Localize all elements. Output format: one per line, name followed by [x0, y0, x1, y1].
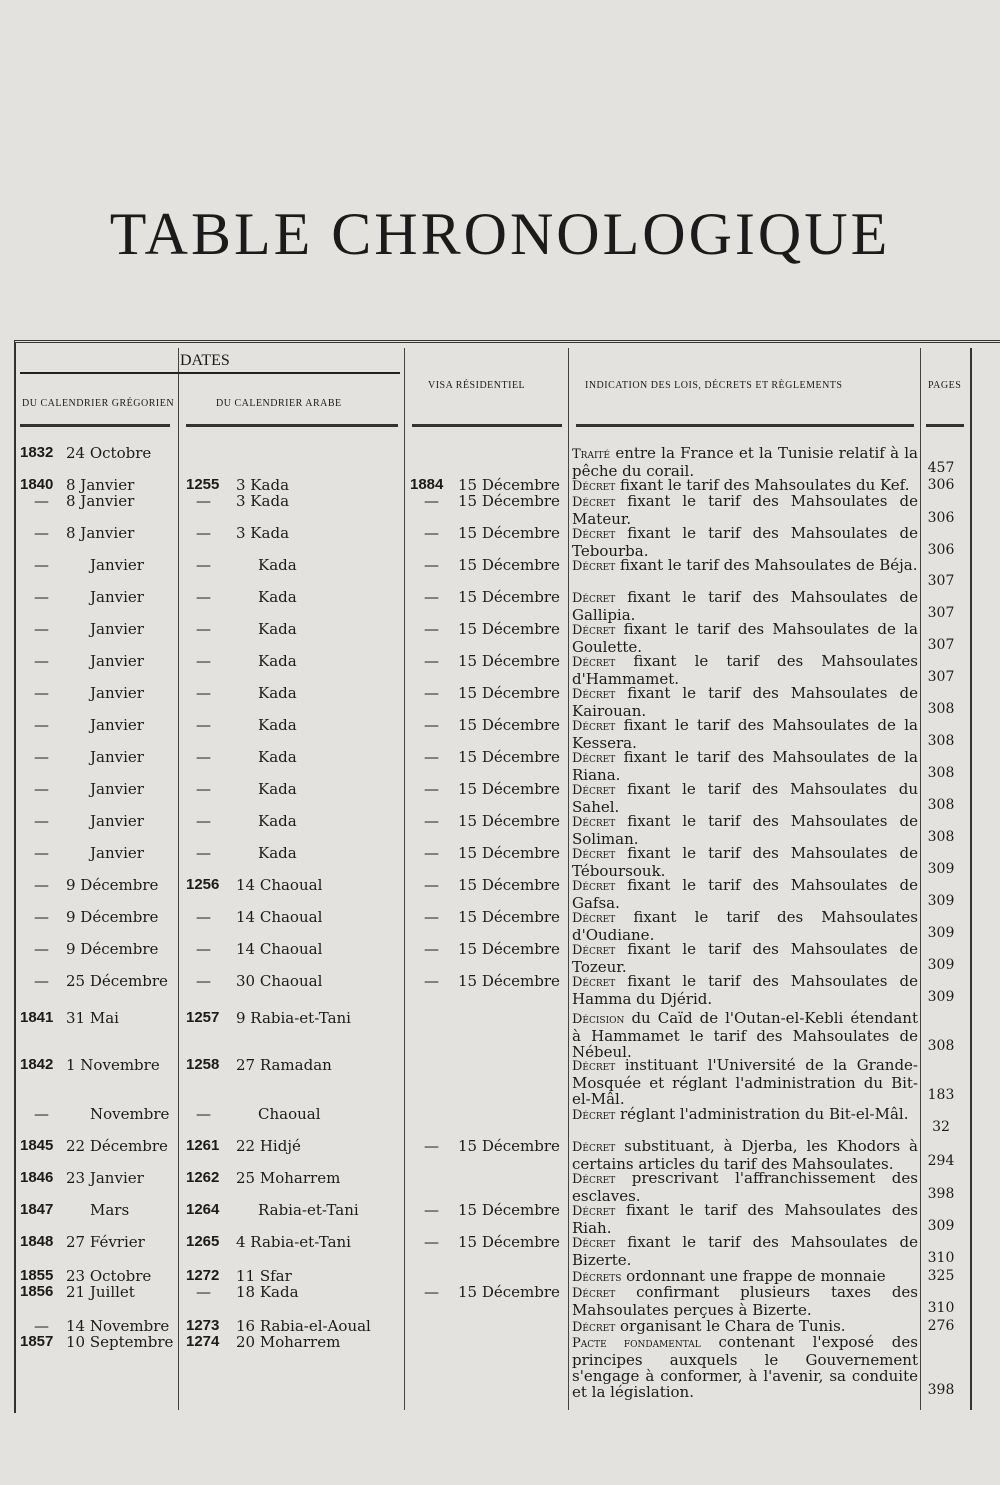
- visa-year: —: [424, 748, 439, 766]
- arabic-date: Kada: [258, 812, 297, 830]
- gregorian-year: 1847: [20, 1201, 54, 1218]
- act-text: fixant le tarif des Mahsoulates du Kef.: [615, 476, 910, 494]
- gregorian-header: DU CALENDRIER GRÉGORIEN: [22, 398, 175, 409]
- visa-header: VISA RÉSIDENTIEL: [428, 380, 526, 391]
- arabic-year: 1255: [186, 476, 220, 493]
- visa-date: 15 Décembre: [458, 476, 560, 494]
- gregorian-date: 8 Janvier: [66, 476, 135, 494]
- gregorian-date: 24 Octobre: [66, 444, 152, 462]
- gregorian-date: 25 Décembre: [66, 972, 168, 990]
- gregorian-date: Janvier: [90, 620, 144, 638]
- page-number: 398: [927, 1382, 955, 1398]
- visa-year: —: [424, 620, 439, 638]
- arabic-date: 30 Chaoual: [236, 972, 323, 990]
- act-text: fixant le tarif des Mahsoulates de Kairouan.: [572, 684, 918, 720]
- visa-year: —: [424, 588, 439, 606]
- dates-header: DATES: [180, 352, 230, 369]
- act-type: Décret: [572, 1172, 616, 1187]
- arabic-year: —: [196, 716, 211, 734]
- act-text: fixant le tarif des Mahsoulates de Hamma du Djérid.: [572, 972, 918, 1008]
- gregorian-year: —: [34, 780, 49, 798]
- act-text: fixant le tarif des Mahsoulates de Gafsa.: [572, 876, 918, 912]
- visa-date: 15 Décembre: [458, 1233, 560, 1251]
- gregorian-date: 8 Janvier: [66, 524, 135, 542]
- arabic-year: —: [196, 524, 211, 542]
- arabic-year: 1264: [186, 1201, 220, 1218]
- page-number: 307: [927, 605, 955, 621]
- gregorian-date: 8 Janvier: [66, 492, 135, 510]
- page-number: 310: [927, 1250, 955, 1266]
- column-divider: [404, 348, 405, 1410]
- arabic-year: —: [196, 652, 211, 670]
- act-description: [572, 813, 918, 847]
- gregorian-date: 27 Février: [66, 1233, 145, 1251]
- page-number: 276: [927, 1318, 955, 1334]
- act-type: Décret: [572, 1059, 616, 1074]
- act-type: Décret: [572, 719, 616, 734]
- visa-year: —: [424, 556, 439, 574]
- gregorian-year: 1846: [20, 1169, 54, 1186]
- page-number: 307: [927, 669, 955, 685]
- gregorian-year: —: [34, 524, 49, 542]
- visa-year: —: [424, 908, 439, 926]
- visa-date: 15 Décembre: [458, 1201, 560, 1219]
- arabic-date: Kada: [258, 588, 297, 606]
- act-description: [572, 1284, 918, 1318]
- page-number: 308: [927, 765, 955, 781]
- act-description: [572, 621, 918, 655]
- arabic-year: —: [196, 492, 211, 510]
- act-text: du Caïd de l'Outan-el-Kebli étendant à Hammamet le tarif des Mahsoulates de Nébeul.: [572, 1009, 918, 1061]
- act-type: Décret: [572, 1236, 616, 1251]
- gregorian-year: —: [34, 492, 49, 510]
- arabic-date: 4 Rabia-et-Tani: [236, 1233, 351, 1251]
- visa-year: —: [424, 524, 439, 542]
- act-type: Décret: [572, 911, 616, 926]
- arabic-year: 1265: [186, 1233, 220, 1250]
- act-text: réglant l'administration du Bit-el-Mâl.: [615, 1105, 909, 1123]
- act-description: [572, 781, 918, 815]
- arabic-year: —: [196, 684, 211, 702]
- gregorian-date: Janvier: [90, 588, 144, 606]
- visa-date: 15 Décembre: [458, 620, 560, 638]
- act-description: [572, 1334, 918, 1400]
- arabic-date: Kada: [258, 652, 297, 670]
- gregorian-year: 1856: [20, 1283, 54, 1300]
- act-type: Décret: [572, 655, 616, 670]
- arabic-date: Kada: [258, 716, 297, 734]
- act-type: Décision: [572, 1012, 625, 1027]
- act-description: [572, 493, 918, 527]
- page-number: 32: [932, 1119, 950, 1135]
- visa-year: —: [424, 844, 439, 862]
- gregorian-year: —: [34, 620, 49, 638]
- act-text: fixant le tarif des Mahsoulates de Béja.: [615, 556, 918, 574]
- visa-year: —: [424, 1137, 439, 1155]
- gregorian-year: —: [34, 940, 49, 958]
- act-text: confirmant plusieurs taxes des Mahsoulates perçues à Bizerte.: [572, 1283, 918, 1319]
- arabic-date: Chaoual: [258, 1105, 321, 1123]
- gregorian-year: —: [34, 876, 49, 894]
- visa-year: 1884: [410, 476, 444, 493]
- arabic-date: 14 Chaoual: [236, 908, 323, 926]
- gregorian-year: —: [34, 588, 49, 606]
- visa-date: 15 Décembre: [458, 588, 560, 606]
- act-text: fixant le tarif des Mahsoulates de Gallipia.: [572, 588, 918, 624]
- act-text: fixant le tarif des Mahsoulates de la Riana.: [572, 748, 918, 784]
- arabic-date: Kada: [258, 748, 297, 766]
- visa-date: 15 Décembre: [458, 748, 560, 766]
- visa-year: —: [424, 1283, 439, 1301]
- gregorian-date: Janvier: [90, 652, 144, 670]
- page-number: 309: [927, 1218, 955, 1234]
- act-description: [572, 909, 918, 943]
- act-description: [572, 525, 918, 559]
- arabic-year: —: [196, 844, 211, 862]
- act-text: fixant le tarif des Mahsoulates de Tozeur.: [572, 940, 918, 976]
- arabic-year: —: [196, 1105, 211, 1123]
- arabic-year: —: [196, 940, 211, 958]
- visa-date: 15 Décembre: [458, 972, 560, 990]
- act-type: Décret: [572, 495, 616, 510]
- act-text: fixant le tarif des Mahsoulates d'Oudiane.: [572, 908, 918, 944]
- arabic-header: DU CALENDRIER ARABE: [216, 398, 342, 409]
- pages-header: PAGES: [928, 380, 962, 391]
- gregorian-year: —: [34, 652, 49, 670]
- act-text: fixant le tarif des Mahsoulates de Soliman.: [572, 812, 918, 848]
- act-text: fixant le tarif des Mahsoulates de la Kessera.: [572, 716, 918, 752]
- page-number: 308: [927, 1038, 955, 1054]
- column-divider: [178, 348, 179, 1410]
- act-description: [572, 877, 918, 911]
- arabic-year: —: [196, 588, 211, 606]
- visa-year: —: [424, 684, 439, 702]
- visa-year: —: [424, 1233, 439, 1251]
- gregorian-year: —: [34, 684, 49, 702]
- visa-year: —: [424, 716, 439, 734]
- gregorian-date: Janvier: [90, 684, 144, 702]
- act-text: entre la France et la Tunisie relatif à la pêche du corail.: [572, 444, 918, 480]
- header-rule: [186, 424, 398, 427]
- gregorian-year: 1840: [20, 476, 54, 493]
- gregorian-date: Janvier: [90, 780, 144, 798]
- header-rule: [412, 424, 562, 427]
- gregorian-date: Janvier: [90, 748, 144, 766]
- visa-date: 15 Décembre: [458, 524, 560, 542]
- arabic-date: 14 Chaoual: [236, 876, 323, 894]
- act-type: Décret: [572, 591, 616, 606]
- gregorian-date: Janvier: [90, 716, 144, 734]
- arabic-date: 20 Moharrem: [236, 1333, 341, 1351]
- page-number: 294: [927, 1153, 955, 1169]
- act-text: fixant le tarif des Mahsoulates du Sahel.: [572, 780, 918, 816]
- visa-year: —: [424, 812, 439, 830]
- act-type: Décret: [572, 1286, 616, 1301]
- arabic-year: 1262: [186, 1169, 220, 1186]
- column-divider: [568, 348, 569, 1410]
- page-number: 309: [927, 989, 955, 1005]
- act-type: Décret: [572, 815, 616, 830]
- act-text: fixant le tarif des Mahsoulates d'Hammamet.: [572, 652, 918, 688]
- act-text: ordonnant une frappe de monnaie: [621, 1267, 886, 1285]
- gregorian-year: 1832: [20, 444, 54, 461]
- page-number: 310: [927, 1300, 955, 1316]
- act-type: Décret: [572, 879, 616, 894]
- gregorian-year: 1855: [20, 1267, 54, 1284]
- gregorian-year: —: [34, 748, 49, 766]
- act-type: Décret: [572, 1108, 616, 1123]
- gregorian-date: Janvier: [90, 844, 144, 862]
- gregorian-year: 1841: [20, 1009, 54, 1026]
- act-description: [572, 1057, 918, 1107]
- gregorian-year: —: [34, 1317, 49, 1335]
- page-number: 307: [927, 637, 955, 653]
- arabic-date: Kada: [258, 556, 297, 574]
- gregorian-date: 9 Décembre: [66, 908, 159, 926]
- act-description: [572, 941, 918, 975]
- header-rule: [926, 424, 964, 427]
- act-type: Décret: [572, 1140, 616, 1155]
- gregorian-date: Janvier: [90, 556, 144, 574]
- visa-date: 15 Décembre: [458, 652, 560, 670]
- arabic-date: Kada: [258, 844, 297, 862]
- visa-date: 15 Décembre: [458, 684, 560, 702]
- visa-date: 15 Décembre: [458, 876, 560, 894]
- page-number: 306: [927, 477, 955, 493]
- arabic-date: Rabia-et-Tani: [258, 1201, 359, 1219]
- act-text: fixant le tarif des Mahsoulates de Téboursouk.: [572, 844, 918, 880]
- act-description: [572, 1170, 918, 1204]
- arabic-year: —: [196, 780, 211, 798]
- gregorian-date: 23 Janvier: [66, 1169, 144, 1187]
- act-text: organisant le Chara de Tunis.: [615, 1317, 846, 1335]
- gregorian-date: 1 Novembre: [66, 1056, 160, 1074]
- act-type: Décret: [572, 1320, 616, 1335]
- page-number: 308: [927, 829, 955, 845]
- arabic-date: 3 Kada: [236, 476, 290, 494]
- arabic-year: —: [196, 748, 211, 766]
- page-number: 307: [927, 573, 955, 589]
- page-number: 309: [927, 925, 955, 941]
- gregorian-year: —: [34, 716, 49, 734]
- page-number: 308: [927, 701, 955, 717]
- visa-date: 15 Décembre: [458, 1283, 560, 1301]
- arabic-year: —: [196, 1283, 211, 1301]
- arabic-date: 27 Ramadan: [236, 1056, 332, 1074]
- visa-date: 15 Décembre: [458, 812, 560, 830]
- act-description: [572, 589, 918, 623]
- arabic-year: 1273: [186, 1317, 220, 1334]
- visa-date: 15 Décembre: [458, 908, 560, 926]
- act-type: Décret: [572, 943, 616, 958]
- act-text: instituant l'Université de la Grande-Mosquée et réglant l'administration du Bit-el-Mâl.: [572, 1056, 918, 1108]
- act-description: [572, 653, 918, 687]
- gregorian-year: 1842: [20, 1056, 54, 1073]
- act-type: Décret: [572, 783, 616, 798]
- arabic-year: 1257: [186, 1009, 220, 1026]
- gregorian-year: 1857: [20, 1333, 54, 1350]
- act-text: fixant le tarif des Mahsoulates de Mateur.: [572, 492, 918, 528]
- act-text: fixant le tarif des Mahsoulates de la Goulette.: [572, 620, 918, 656]
- gregorian-date: 21 Juillet: [66, 1283, 135, 1301]
- gregorian-date: Mars: [90, 1201, 130, 1219]
- indication-header: INDICATION DES LOIS, DÉCRETS ET RÈGLEMENTS: [585, 380, 843, 391]
- page-number: 183: [927, 1087, 955, 1103]
- gregorian-date: Janvier: [90, 812, 144, 830]
- act-text: substituant, à Djerba, les Khodors à certains articles du tarif des Mahsoulates.: [572, 1137, 918, 1173]
- arabic-year: —: [196, 556, 211, 574]
- dates-brace: [20, 372, 400, 382]
- act-type: Décret: [572, 975, 616, 990]
- page-number: 309: [927, 893, 955, 909]
- act-description: [572, 685, 918, 719]
- gregorian-date: 10 Septembre: [66, 1333, 174, 1351]
- gregorian-year: —: [34, 972, 49, 990]
- act-text: contenant l'exposé des principes auxquels le Gouvernement s'engage à conformer, à l'avenir, sa conduite et la législation.: [572, 1333, 918, 1401]
- act-description: [572, 845, 918, 879]
- page-number: 457: [927, 460, 955, 476]
- act-type: Pacte fondamental: [572, 1336, 701, 1351]
- arabic-year: 1274: [186, 1333, 220, 1350]
- page-title: TABLE CHRONOLOGIQUE: [109, 201, 891, 267]
- act-description: [572, 1138, 918, 1172]
- act-type: Décrets: [572, 1270, 622, 1285]
- arabic-date: Kada: [258, 620, 297, 638]
- act-text: fixant le tarif des Mahsoulates de Tebourba.: [572, 524, 918, 560]
- act-type: Décret: [572, 559, 616, 574]
- act-type: Traité: [572, 447, 611, 462]
- arabic-year: —: [196, 812, 211, 830]
- gregorian-year: —: [34, 812, 49, 830]
- gregorian-date: Novembre: [90, 1105, 170, 1123]
- page-number: 309: [927, 957, 955, 973]
- gregorian-date: 23 Octobre: [66, 1267, 152, 1285]
- visa-date: 15 Décembre: [458, 716, 560, 734]
- page-number: 306: [927, 510, 955, 526]
- arabic-year: —: [196, 620, 211, 638]
- page-number: 308: [927, 797, 955, 813]
- arabic-year: —: [196, 972, 211, 990]
- header-rule: [576, 424, 914, 427]
- visa-year: —: [424, 940, 439, 958]
- gregorian-date: 14 Novembre: [66, 1317, 170, 1335]
- arabic-date: 9 Rabia-et-Tani: [236, 1009, 351, 1027]
- gregorian-year: —: [34, 908, 49, 926]
- visa-date: 15 Décembre: [458, 844, 560, 862]
- arabic-date: 18 Kada: [236, 1283, 299, 1301]
- visa-date: 15 Décembre: [458, 780, 560, 798]
- arabic-year: 1258: [186, 1056, 220, 1073]
- header-rule: [20, 424, 170, 427]
- act-type: Décret: [572, 1204, 616, 1219]
- arabic-date: Kada: [258, 780, 297, 798]
- act-description: [572, 1202, 918, 1236]
- gregorian-year: —: [34, 1105, 49, 1123]
- act-text: fixant le tarif des Mahsoulates de Bizerte.: [572, 1233, 918, 1269]
- arabic-year: 1272: [186, 1267, 220, 1284]
- arabic-date: 3 Kada: [236, 524, 290, 542]
- gregorian-date: 9 Décembre: [66, 940, 159, 958]
- visa-date: 15 Décembre: [458, 940, 560, 958]
- act-description: [572, 1106, 918, 1124]
- visa-year: —: [424, 876, 439, 894]
- page-number: 309: [927, 861, 955, 877]
- act-type: Décret: [572, 623, 616, 638]
- act-type: Décret: [572, 479, 616, 494]
- arabic-date: 25 Moharrem: [236, 1169, 341, 1187]
- gregorian-year: 1848: [20, 1233, 54, 1250]
- act-description: [572, 557, 918, 575]
- page-number: 325: [927, 1268, 955, 1284]
- gregorian-date: 9 Décembre: [66, 876, 159, 894]
- arabic-year: 1256: [186, 876, 220, 893]
- act-type: Décret: [572, 751, 616, 766]
- act-type: Décret: [572, 687, 616, 702]
- visa-year: —: [424, 780, 439, 798]
- arabic-year: —: [196, 908, 211, 926]
- act-type: Décret: [572, 527, 616, 542]
- act-type: Décret: [572, 847, 616, 862]
- act-description: [572, 749, 918, 783]
- gregorian-year: —: [34, 556, 49, 574]
- page-number: 398: [927, 1186, 955, 1202]
- act-description: [572, 973, 918, 1007]
- visa-date: 15 Décembre: [458, 556, 560, 574]
- act-description: [572, 717, 918, 751]
- act-text: fixant le tarif des Mahsoulates des Riah.: [572, 1201, 918, 1237]
- visa-year: —: [424, 1201, 439, 1219]
- gregorian-date: 31 Mai: [66, 1009, 119, 1027]
- visa-year: —: [424, 492, 439, 510]
- page-number: 308: [927, 733, 955, 749]
- arabic-date: 11 Sfar: [236, 1267, 292, 1285]
- arabic-date: Kada: [258, 684, 297, 702]
- arabic-year: 1261: [186, 1137, 220, 1154]
- arabic-date: 3 Kada: [236, 492, 290, 510]
- visa-year: —: [424, 652, 439, 670]
- column-divider: [970, 348, 972, 1410]
- arabic-date: 22 Hidjé: [236, 1137, 301, 1155]
- act-description: [572, 1010, 918, 1060]
- act-description: [572, 1234, 918, 1268]
- act-text: prescrivant l'affranchissement des esclaves.: [572, 1169, 918, 1205]
- gregorian-year: —: [34, 844, 49, 862]
- act-description: [572, 445, 918, 479]
- visa-date: 15 Décembre: [458, 1137, 560, 1155]
- gregorian-year: 1845: [20, 1137, 54, 1154]
- visa-year: —: [424, 972, 439, 990]
- page-number: 306: [927, 542, 955, 558]
- arabic-date: 16 Rabia-el-Aoual: [236, 1317, 371, 1335]
- arabic-date: 14 Chaoual: [236, 940, 323, 958]
- visa-date: 15 Décembre: [458, 492, 560, 510]
- gregorian-date: 22 Décembre: [66, 1137, 168, 1155]
